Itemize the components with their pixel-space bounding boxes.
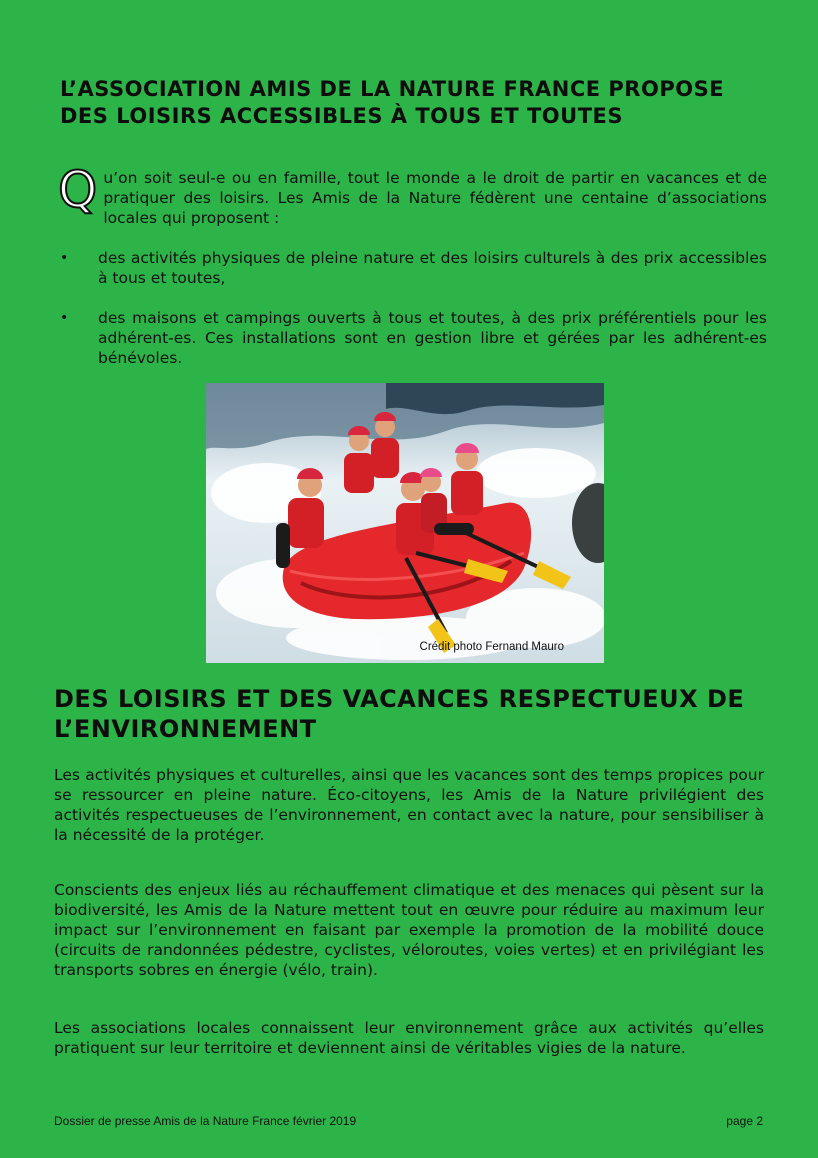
section-heading: DES LOISIRS ET DES VACANCES RESPECTUEUX DE L’ENVIRONNEMENT [54, 685, 745, 743]
rafting-photo [206, 383, 604, 663]
photo-credit: Crédit photo Fernand Mauro [419, 641, 564, 653]
rafting-illustration [206, 383, 604, 663]
bullet-icon: • [60, 250, 69, 266]
body-paragraph: Les associations locales connaissent leur environnement grâce aux activités qu’elles pratiquent sur leur territoire et deviennent ainsi de véritables vigies de la nature. [54, 1019, 764, 1057]
intro-text: u’on soit seul-e ou en famille, tout le monde a le droit de partir en vacances et de pratiquer des loisirs. Les Amis de la Nature fédèrent une centaine d’associations locales qui proposent : [103, 169, 767, 227]
list-item [60, 308, 767, 368]
bullet-list [60, 308, 767, 368]
intro-paragraph [58, 161, 767, 228]
list-item [60, 248, 767, 288]
list-item-text: des activités physiques de pleine nature et des loisirs culturels à des prix accessibles à tous et toutes, [98, 249, 767, 287]
body-paragraph: Conscients des enjeux liés au réchauffement climatique et des menaces qui pèsent sur la biodiversité, les Amis de la Nature mettent tout en œuvre pour réduire au maximum leur impact sur l’environnement en faisant par exemple la promotion de la mobilité douce (circuits de randonnées pédestre, cyclistes, véloroutes, voies vertes) et en privilégiant les transports sobres en énergie (vélo, train). [54, 881, 764, 979]
footer-text: Dossier de presse Amis de la Nature France février 2019 [54, 1114, 357, 1128]
drop-cap: Q [58, 161, 98, 219]
bullet-list [60, 248, 767, 288]
list-item-text: des maisons et campings ouverts à tous et toutes, à des prix préférentiels pour les adhérent-es. Ces installations sont en gestion libre et gérées par les adhérent-es bénévoles. [98, 309, 767, 367]
bullet-icon: • [60, 310, 69, 326]
page-number: page 2 [726, 1114, 763, 1128]
body-paragraph: Les activités physiques et culturelles, ainsi que les vacances sont des temps propices pour se ressourcer en pleine nature. Éco-citoyens, les Amis de la Nature privilégient des activités respectueuses de l’environnement, en contact avec la nature, pour sensibiliser à la nécessité de la protéger. [54, 766, 764, 844]
section-heading: L’ASSOCIATION AMIS DE LA NATURE FRANCE PROPOSE DES LOISIRS ACCESSIBLES À TOUS ET TOUTES [60, 77, 725, 128]
